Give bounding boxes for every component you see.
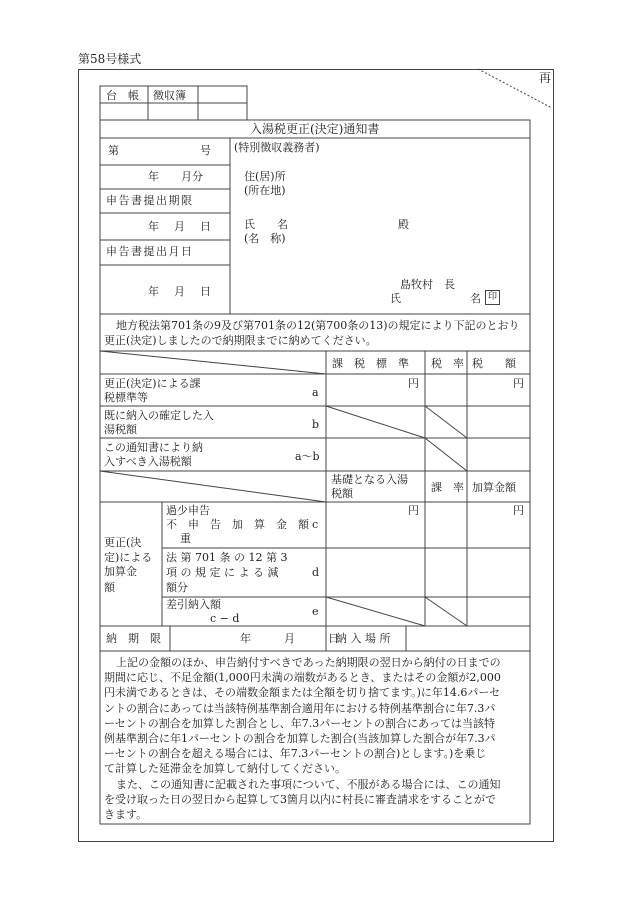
row-a-label-2: 税標準等 xyxy=(104,391,148,404)
ledger-label: 台 帳 xyxy=(106,89,139,102)
payment-date: 年 月 日 xyxy=(240,632,339,645)
row-c-yen-2: 円 xyxy=(513,504,524,517)
header-base-amount: 基礎となる入湯 xyxy=(331,473,408,486)
row-c-yen-1: 円 xyxy=(408,504,419,517)
issuer-name-label-1: 氏 xyxy=(390,292,401,305)
payment-deadline-label: 納 期 限 xyxy=(106,632,161,645)
reissue-mark: 再 xyxy=(539,71,552,85)
footer-line: きます。 xyxy=(104,808,148,822)
footer-notes xyxy=(104,655,528,822)
row-d-line-2: 項 の 規 定 に よ る 減 xyxy=(166,566,279,579)
footer-line: 円未満であるときは、その端数金額または全額を切り捨てます。)に年14.6パーセ xyxy=(104,686,501,700)
header-tax-base: 課 税 標 準 xyxy=(332,357,409,370)
row-e-line-1: 差引納入額 xyxy=(166,598,221,611)
footer-line: を受け取った日の翌日から起算して3箇月以内に村長に審査請求をすることがで xyxy=(104,792,496,806)
row-a-yen-2: 円 xyxy=(513,377,524,390)
group-label-2: 定)による加算金 xyxy=(104,551,153,578)
row-a-label: 更正(決定)による課 xyxy=(104,377,201,390)
row-e-tag: e xyxy=(312,605,319,618)
issuer-name-label-2: 名 xyxy=(470,292,481,305)
submitted-label: 申告書提出月日 xyxy=(106,245,194,258)
footer-line: 期間に応じ、不足金額(1,000円未満の端数があるとき、またはその金額が2,000 xyxy=(104,671,501,685)
entity-name-label: (名 称) xyxy=(244,232,286,245)
header-tax-rate: 税 率 xyxy=(431,357,464,370)
name-label: 氏 名 xyxy=(244,218,288,231)
row-c-tag: c xyxy=(312,518,319,531)
payment-place-label: 納 入 場 所 xyxy=(336,632,391,645)
footer-line: また、この通知書に記載された事項について、不服がある場合には、この通知 xyxy=(116,777,501,791)
row-e-line-2: c − d xyxy=(210,612,240,625)
row-a-tag: a xyxy=(312,386,319,399)
header-base-amount-2: 税額 xyxy=(331,487,353,500)
footer-line: ーセントの割合を超える場合には、年7.3パーセントの割合)とします。)を乗じ xyxy=(104,747,487,761)
taxpayer-heading: (特別徴収義務者) xyxy=(234,141,320,154)
row-c-line-1: 過少申告 xyxy=(166,504,210,517)
row-d-tag: d xyxy=(312,566,320,579)
deadline-label: 申告書提出期限 xyxy=(106,194,194,207)
number-label: 第 xyxy=(108,144,119,157)
legal-notice: 地方税法第701条の9及び第701条の12(第700条の13)の規定により下記のとおり更正(決定)しましたので納期限までに納めてください。 xyxy=(104,319,520,347)
seal-mark: 印 xyxy=(485,290,500,305)
form-number: 第58号様式 xyxy=(78,52,142,66)
row-b-label-2: 湯税額 xyxy=(104,423,137,436)
row-d-line-1: 法 第 701 条 の 12 第 3 xyxy=(166,551,288,564)
row-ab-label-2: 入すべき入湯税額 xyxy=(104,455,192,468)
header-additional-amount: 加算金額 xyxy=(472,481,516,494)
row-b-tag: b xyxy=(312,418,320,431)
period-field: 年 月分 xyxy=(148,170,203,183)
location-label: (所在地) xyxy=(244,184,286,197)
issuer-title: 島牧村 長 xyxy=(400,278,455,291)
footer-line: 上記の金額のほか、申告納付すべきであった納期限の翌日から納付の日までの xyxy=(116,656,501,669)
row-ab-tag: a〜b xyxy=(295,450,320,463)
row-c-line-2: 不 申 告 加 算 金 額 xyxy=(166,518,309,531)
header-rate: 課 率 xyxy=(431,481,464,494)
row-b-label: 既に納入の確定した入 xyxy=(104,409,214,422)
group-label: 更正(決 xyxy=(104,536,142,549)
row-d-line-3: 額分 xyxy=(166,581,188,594)
address-label: 住(居)所 xyxy=(244,170,286,183)
page-title: 入湯税更正(決定)通知書 xyxy=(250,122,380,136)
row-a-yen-1: 円 xyxy=(408,377,419,390)
header-tax-amount: 税 額 xyxy=(472,357,516,370)
row-c-line-3: 重 xyxy=(180,532,191,545)
footer-line: ーセントの割合を加算した割合とし、年7.3パーセントの割合にあっては当該特 xyxy=(104,716,495,730)
honorific: 殿 xyxy=(398,218,409,231)
row-ab-label: この通知書により納 xyxy=(104,441,203,454)
footer-line: て計算した延滞金を加算して納付してください。 xyxy=(104,762,346,776)
footer-line: 例基準割合に年1パーセントの割合を加算した割合(当該加算した割合が年7.3パ xyxy=(104,732,496,746)
footer-line: ントの割合にあっては当該特例基準割合適用年における特例基準割合に年7.3パ xyxy=(104,701,496,715)
group-label-3: 額 xyxy=(104,581,115,594)
deadline-date: 年 月 日 xyxy=(148,220,213,233)
number-suffix: 号 xyxy=(200,144,211,157)
submitted-date: 年 月 日 xyxy=(148,285,213,298)
collection-book-label: 徴収簿 xyxy=(153,89,186,102)
